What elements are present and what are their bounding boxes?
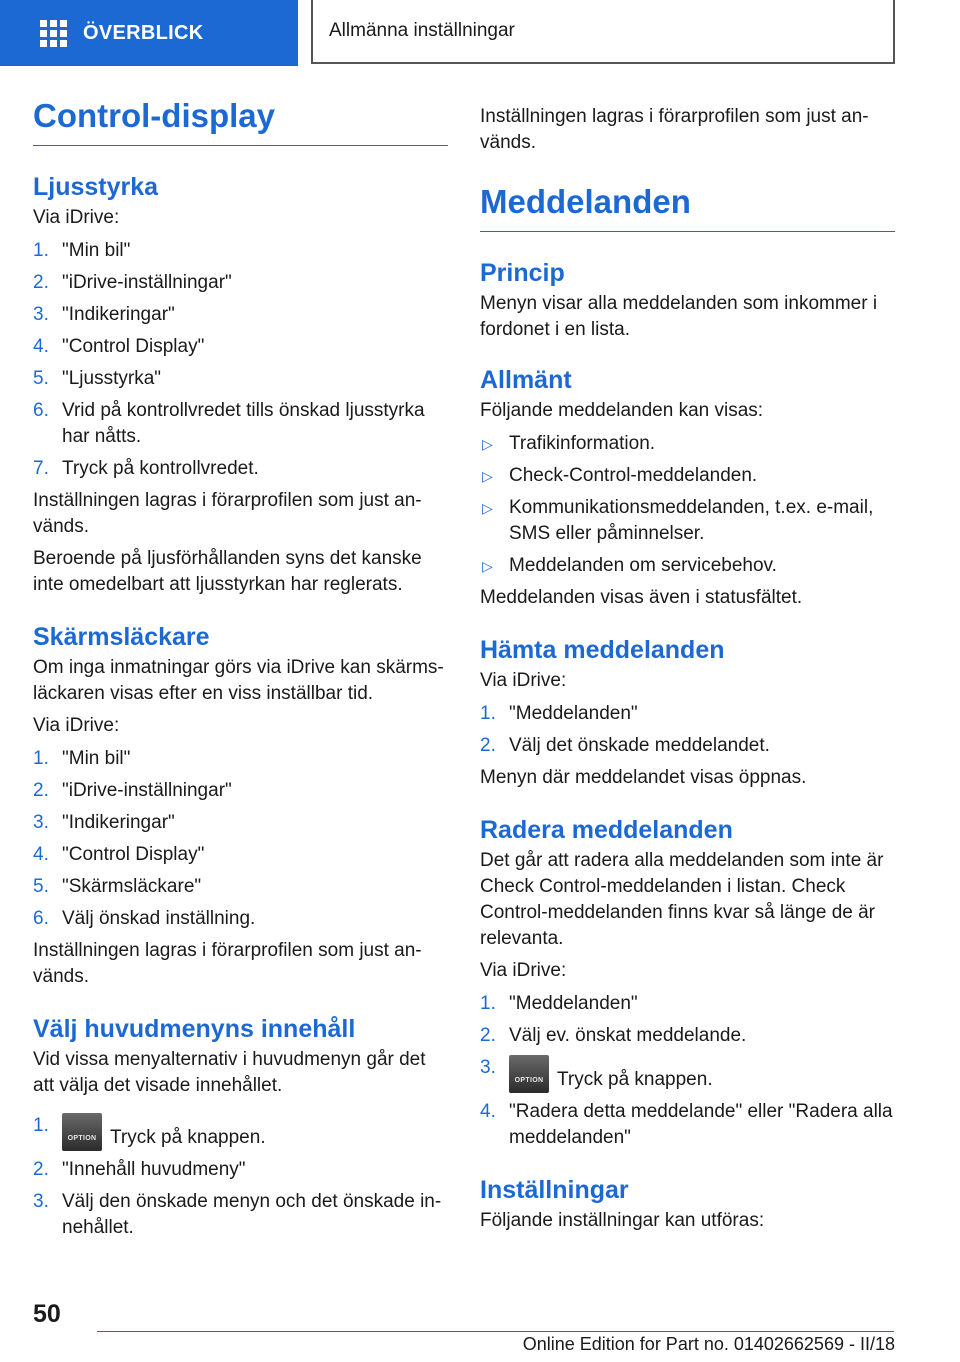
list-item: 6. Vrid på kontrollvredet tills önskad ljusstyrka har nåtts. bbox=[33, 399, 425, 447]
brightness-note-light: Beroende på ljusförhållanden syns det kanske inte omedelbart att ljusstyrkan har reglerats. bbox=[33, 547, 422, 595]
list-item: 4. "Control Display" bbox=[33, 335, 205, 357]
edition-note: Online Edition for Part no. 01402662569 - II/18 bbox=[522, 1334, 895, 1354]
principle-text: Menyn visar alla meddelanden som inkommer i fordonet i en lista. bbox=[480, 292, 878, 340]
delete-via: Via iDrive: bbox=[480, 959, 567, 981]
heading-main-menu: Välj huvudmenyns innehåll bbox=[33, 1014, 356, 1043]
brightness-note-profile: Inställningen lagras i förarprofilen som just an-vänds. bbox=[33, 489, 422, 537]
overview-tab[interactable] bbox=[0, 0, 298, 66]
heading-principle: Princip bbox=[480, 258, 565, 287]
list-item: 5. "Ljusstyrka" bbox=[33, 367, 162, 389]
list-item: 3. OPTION Tryck på knappen. bbox=[480, 1055, 895, 1093]
settings-intro: Följande inställningar kan utföras: bbox=[480, 1209, 765, 1231]
page-title: Control-display bbox=[33, 96, 448, 146]
list-item: 4. "Control Display" bbox=[33, 843, 205, 865]
list-item: 2. Välj det önskade meddelandet. bbox=[480, 734, 770, 756]
list-item: 5. "Skärmsläckare" bbox=[33, 875, 202, 897]
list-item: 3. "Indikeringar" bbox=[33, 811, 175, 833]
list-item: 2. "iDrive-inställningar" bbox=[33, 271, 232, 293]
heading-fetch-messages: Hämta meddelanden bbox=[480, 635, 725, 664]
bullet-triangle-icon: ▷ bbox=[482, 435, 493, 452]
list-item: 1. "Min bil" bbox=[33, 239, 131, 261]
heading-general: Allmänt bbox=[480, 365, 572, 394]
list-item: 1. "Meddelanden" bbox=[480, 702, 638, 724]
list-item: ▷ Meddelanden om servicebehov. bbox=[480, 553, 895, 579]
general-intro: Följande meddelanden kan visas: bbox=[480, 399, 764, 421]
fetch-outro: Menyn där meddelandet visas öppnas. bbox=[480, 766, 807, 788]
list-item: 1. "Meddelanden" bbox=[480, 992, 638, 1014]
right-column bbox=[480, 104, 895, 1234]
section-title-messages: Meddelanden bbox=[480, 182, 895, 232]
option-button-icon: OPTION bbox=[62, 1113, 102, 1151]
heading-brightness: Ljusstyrka bbox=[33, 172, 159, 201]
screensaver-note: Inställningen lagras i förarprofilen som just an-vänds. bbox=[33, 939, 422, 987]
list-item: ▷ Check-Control-meddelanden. bbox=[480, 463, 895, 489]
bullet-triangle-icon: ▷ bbox=[482, 557, 493, 574]
list-item: 3. Välj den önskade menyn och det önskade in-nehållet. bbox=[33, 1190, 442, 1238]
list-item: 4. "Radera detta meddelande" eller "Radera alla meddelanden" bbox=[480, 1100, 893, 1148]
fetch-steps bbox=[480, 701, 895, 759]
main-menu-intro: Vid vissa menyalternativ i huvudmenyn går det att välja det visade innehållet. bbox=[33, 1048, 426, 1096]
bullet-triangle-icon: ▷ bbox=[482, 467, 493, 484]
screensaver-steps bbox=[33, 746, 448, 932]
overview-tab-label: ÖVERBLICK bbox=[83, 21, 204, 44]
section-tab[interactable] bbox=[311, 0, 895, 64]
list-item: ▷ Trafikinformation. bbox=[480, 431, 895, 457]
list-item: 3. "Indikeringar" bbox=[33, 303, 175, 325]
list-item: 1. "Min bil" bbox=[33, 747, 131, 769]
screensaver-via: Via iDrive: bbox=[33, 714, 120, 736]
list-item: 7. Tryck på kontrollvredet. bbox=[33, 457, 259, 479]
screensaver-intro: Om inga inmatningar görs via iDrive kan skärms-läckaren visas efter en viss inställbar tid. bbox=[33, 656, 444, 704]
grid-icon bbox=[40, 20, 67, 47]
list-item: 2. "Innehåll huvudmeny" bbox=[33, 1158, 246, 1180]
footer-divider bbox=[97, 1331, 894, 1332]
list-item: 6. Välj önskad inställning. bbox=[33, 907, 256, 929]
left-column bbox=[33, 96, 448, 1241]
option-button-icon: OPTION bbox=[509, 1055, 549, 1093]
list-item: 2. Välj ev. önskat meddelande. bbox=[480, 1024, 747, 1046]
heading-settings: Inställningar bbox=[480, 1175, 629, 1204]
main-menu-steps bbox=[33, 1113, 448, 1241]
profile-note: Inställningen lagras i förarprofilen som just an-vänds. bbox=[480, 106, 869, 153]
list-item: 2. "iDrive-inställningar" bbox=[33, 779, 232, 801]
delete-intro: Det går att radera alla meddelanden som inte är Check Control-meddelanden i listan. Check Control-meddelanden finns kvar så länge de är relevanta. bbox=[480, 849, 884, 949]
brightness-steps bbox=[33, 238, 448, 482]
page-number: 50 bbox=[33, 1300, 61, 1328]
list-item: 1. OPTION Tryck på knappen. bbox=[33, 1113, 448, 1151]
general-outro: Meddelanden visas även i statusfältet. bbox=[480, 586, 803, 608]
list-item: ▷ Kommunikationsmeddelanden, t.ex. e-mail, SMS eller påminnelser. bbox=[482, 496, 874, 544]
heading-delete-messages: Radera meddelanden bbox=[480, 815, 733, 844]
bullet-triangle-icon: ▷ bbox=[482, 499, 493, 516]
delete-steps bbox=[480, 991, 895, 1151]
brightness-intro: Via iDrive: bbox=[33, 206, 120, 228]
fetch-via: Via iDrive: bbox=[480, 669, 567, 691]
general-bullets bbox=[480, 431, 895, 579]
heading-screensaver: Skärmsläckare bbox=[33, 622, 210, 651]
page-header bbox=[0, 0, 960, 66]
section-tab-label: Allmänna inställningar bbox=[329, 20, 515, 41]
